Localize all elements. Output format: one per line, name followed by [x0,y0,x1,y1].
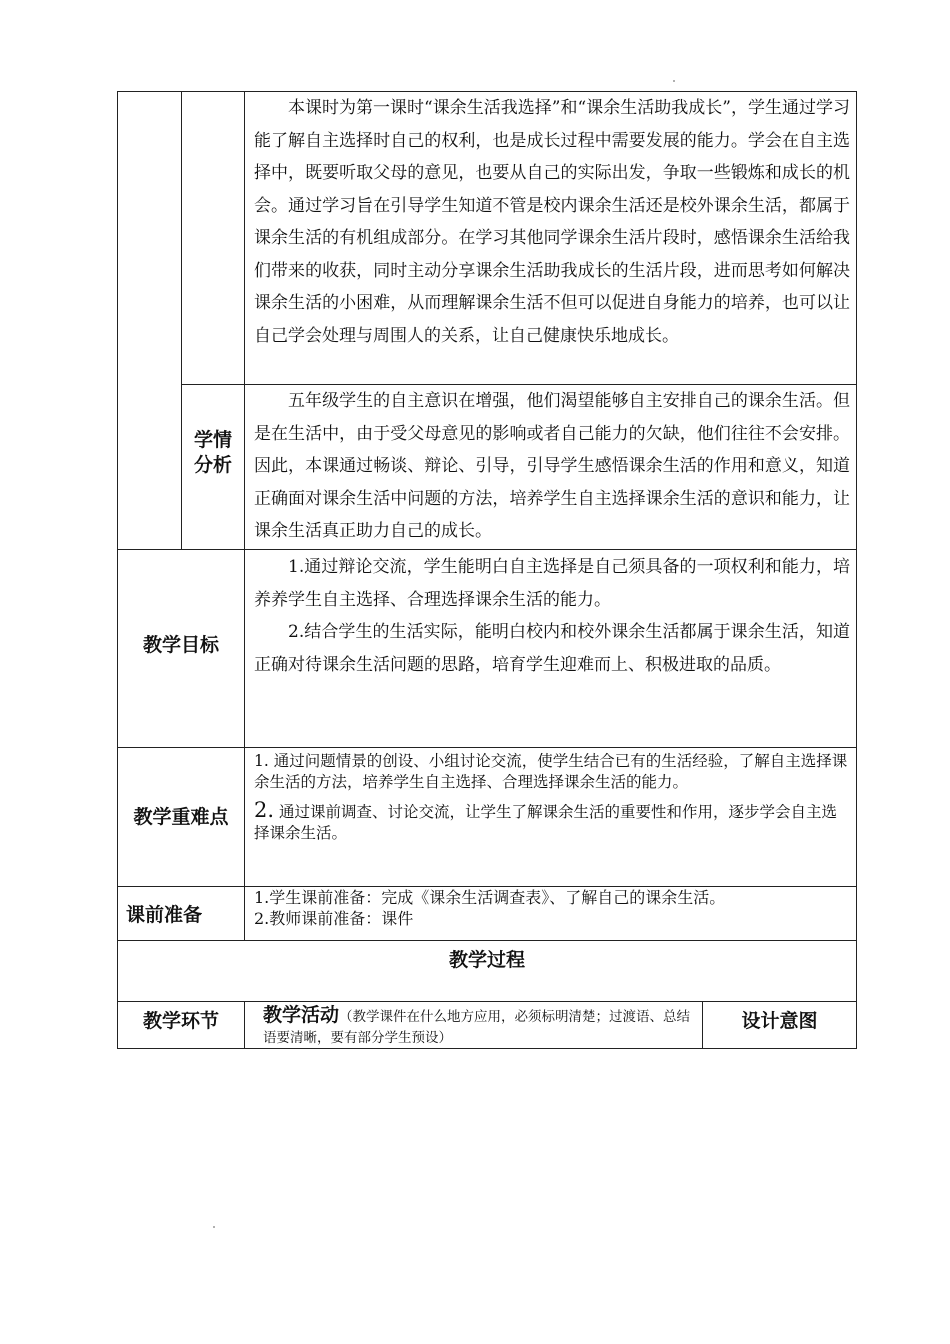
stage-column-header [118,1002,245,1049]
objectives-row [118,550,857,748]
intent-column-header [703,1002,857,1049]
preparation-label-cell [118,887,245,941]
student-analysis-label-cell [182,385,245,550]
objectives-label: 教学目标 [142,634,219,656]
preparation-label: 课前准备 [126,904,203,926]
section-label-cell [118,92,182,550]
process-title: 教学过程 [449,949,526,971]
page-mark-bottom [213,1226,215,1228]
preparation-row [118,887,857,941]
content-analysis-row [118,92,857,385]
objectives-label-cell [118,550,245,748]
lesson-plan-table [117,91,857,1049]
key-points-label-cell [118,748,245,887]
content-analysis-text: 本课时为第一课时“课余生活我选择”和“课余生活助我成长”，学生通过学习能了解自主选择时自己的权利，也是成长过程中需要发展的能力。学会在自主选择中，既要听取父母的意见，也要从自己的实际出发，争取一些锻炼和成长的机会。通过学习旨在引导学生知道不管是校内课余生活还是校外课余生活，都属于课余生活的有机组成部分。在学习其他同学课余生活片段时，感悟课余生活给我们带来的收获，同时主动分享课余生活助我成长的生活片段，进而思考如何解决课余生活的小困难，从而理解课余生活不但可以促进自身能力的培养，也可以让自己学会处理与周围人的关系，让自己健康快乐地成长。 [254,98,851,346]
activity-column-label: 教学活动 [263,1004,340,1026]
process-title-row [118,941,857,1002]
objective-item-1: 1.通过辩论交流，学生能明白自主选择是自己须具备的一项权利和能力，培养养学生自主选择、合理选择课余生活的能力。 [254,557,851,610]
content-analysis-label-cell [182,92,245,385]
preparation-cell [245,887,857,941]
process-columns-row [118,1002,857,1049]
preparation-item-2: 2.教师课前准备：课件 [254,909,414,928]
key-point-item-2-number: 2. [254,798,275,822]
student-analysis-text: 五年级学生的自主意识在增强，他们渴望能够自主安排自己的课余生活。但是在生活中，由于受父母意见的影响或者自己能力的欠缺，他们往往不会安排。因此，本课通过畅谈、辩论、引导，引导学生感悟课余生活的作用和意义，知道正确面对课余生活中问题的方法，培养学生自主选择课余生活的意识和能力，让课余生活真正助力自己的成长。 [254,391,851,541]
key-point-item-1: 1. 通过问题情景的创设、小组讨论交流，使学生结合已有的生活经验，了解自主选择课余生活的方法，培养学生自主选择、合理选择课余生活的能力。 [254,752,848,791]
student-analysis-row [118,385,857,550]
intent-column-label: 设计意图 [741,1010,818,1032]
key-point-item-2 [245,800,856,844]
stage-column-label: 教学环节 [142,1010,219,1032]
objectives-cell [245,550,857,748]
objective-item-2: 2.结合学生的生活实际，能明白校内和校外课余生活都属于课余生活，知道正确对待课余生活问题的思路，培育学生迎难而上、积极进取的品质。 [254,622,851,675]
activity-column-note: （教学课件在什么地方应用，必须标明清楚；过渡语、总结语要清晰，要有部分学生预设） [263,1009,691,1046]
key-points-label: 教学重难点 [133,805,229,828]
student-analysis-cell [245,385,857,550]
process-title-cell [118,941,857,1002]
content-analysis-cell [245,92,857,385]
student-analysis-label: 学情分析 [193,429,232,476]
preparation-item-1: 1.学生课前准备：完成《课余生活调查表》、了解自己的课余生活。 [254,888,726,907]
activity-column-header [245,1002,703,1049]
key-points-row [118,748,857,887]
key-point-item-2-text: 通过课前调查、讨论交流，让学生了解课余生活的重要性和作用，逐步学会自主选择课余生活。 [254,803,837,842]
key-points-cell [245,748,857,887]
page-mark-top [673,80,675,82]
